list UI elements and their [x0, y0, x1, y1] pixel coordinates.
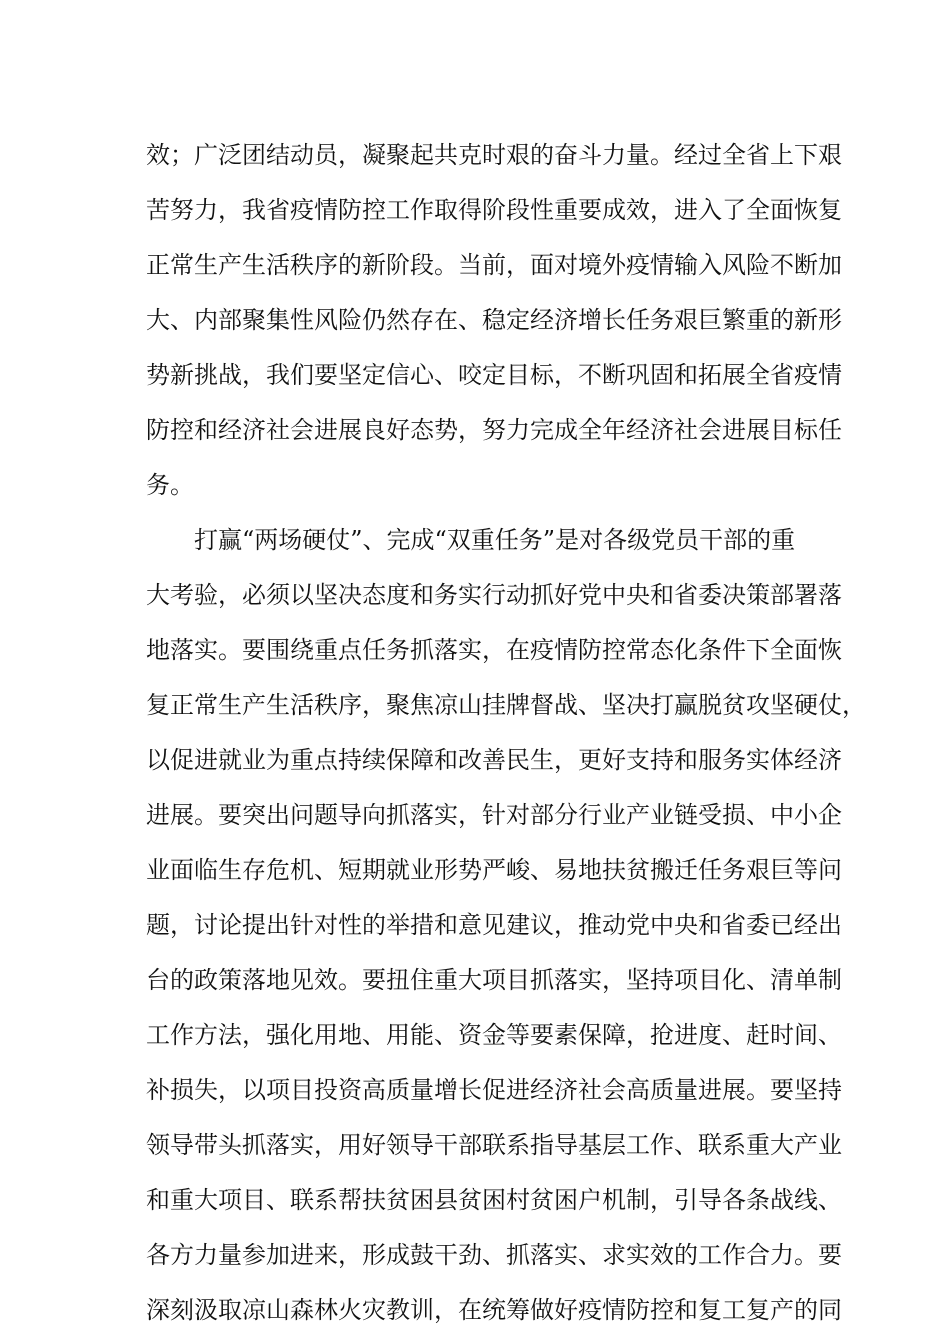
text-line: 势新挑战，我们要坚定信心、咬定目标，不断巩固和拓展全省疫情 [146, 361, 842, 389]
text-line: 深刻汲取凉山森林火灾教训，在统筹做好疫情防控和复工复产的同 [146, 1296, 842, 1324]
text-line: 领导带头抓落实，用好领导干部联系指导基层工作、联系重大产业 [146, 1131, 842, 1159]
text-line: 进展。要突出问题导向抓落实，针对部分行业产业链受损、中小企 [146, 801, 842, 829]
text-line: 题，讨论提出针对性的举措和意见建议，推动党中央和省委已经出 [146, 911, 842, 939]
text-line: 正常生产生活秩序的新阶段。当前，面对境外疫情输入风险不断加 [146, 251, 842, 279]
text-line: 补损失，以项目投资高质量增长促进经济社会高质量进展。要坚持 [146, 1076, 842, 1104]
text-line: 大考验，必须以坚决态度和务实行动抓好党中央和省委决策部署落 [146, 581, 842, 609]
text-line: 业面临生存危机、短期就业形势严峻、易地扶贫搬迁任务艰巨等问 [146, 856, 842, 884]
text-line: 和重大项目、联系帮扶贫困县贫困村贫困户机制，引导各条战线、 [146, 1186, 842, 1214]
text-line: 大、内部聚集性风险仍然存在、稳定经济增长任务艰巨繁重的新形 [146, 306, 842, 334]
text-line: 防控和经济社会进展良好态势，努力完成全年经济社会进展目标任 [146, 416, 842, 444]
text-line: 工作方法，强化用地、用能、资金等要素保障，抢进度、赶时间、 [146, 1021, 842, 1049]
text-line: 效；广泛团结动员，凝聚起共克时艰的奋斗力量。经过全省上下艰 [146, 141, 842, 169]
text-line: 苦努力，我省疫情防控工作取得阶段性重要成效，进入了全面恢复 [146, 196, 842, 224]
text-line: 地落实。要围绕重点任务抓落实，在疫情防控常态化条件下全面恢 [146, 636, 842, 664]
text-line: 复正常生产生活秩序，聚焦凉山挂牌督战、坚决打赢脱贫攻坚硬仗， [146, 691, 866, 719]
text-line: 以促进就业为重点持续保障和改善民生，更好支持和服务实体经济 [146, 746, 842, 774]
body-text [146, 128, 866, 1338]
paragraph-start-line: 打赢“两场硬仗”、完成“双重任务”是对各级党员干部的重 [194, 526, 796, 554]
text-line: 务。 [146, 471, 194, 499]
text-line: 台的政策落地见效。要扭住重大项目抓落实，坚持项目化、清单制 [146, 966, 842, 994]
text-line: 各方力量参加进来，形成鼓干劲、抓落实、求实效的工作合力。要 [146, 1241, 842, 1269]
